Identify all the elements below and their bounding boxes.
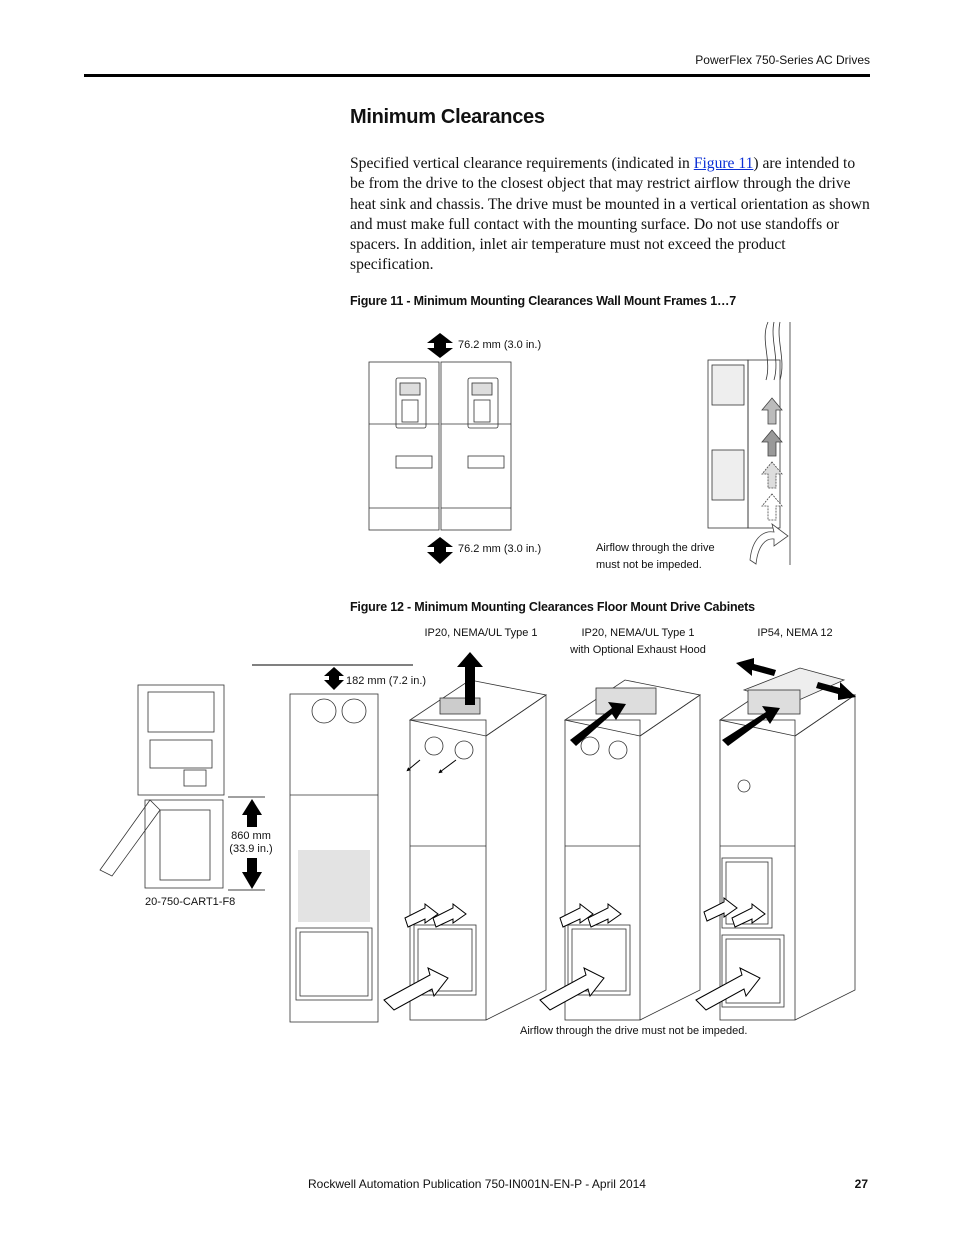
cabinet-ip54 <box>720 668 855 1020</box>
footer-publication: Rockwell Automation Publication 750-IN001N-EN-P - April 2014 <box>308 1177 646 1191</box>
cart-height-line2: (33.9 in.) <box>229 843 273 855</box>
ip54-airflow-arrows <box>696 898 765 1010</box>
figure-12-caption: Figure 12 - Minimum Mounting Clearances Floor Mount Drive Cabinets <box>350 600 755 614</box>
airflow-note-line2: must not be impeded. <box>596 559 702 571</box>
cart-drawing <box>100 685 224 888</box>
top-clearance-label: 76.2 mm (3.0 in.) <box>458 339 542 351</box>
page-number: 27 <box>854 1177 868 1191</box>
cart-height-line1: 860 mm <box>231 830 271 842</box>
cart-part-number: 20-750-CART1-F8 <box>145 896 236 908</box>
type1-airflow-arrows <box>384 760 466 1010</box>
airflow-note-line1: Airflow through the drive <box>596 542 715 554</box>
type1-exhaust-arrow <box>457 652 483 705</box>
bottom-clearance-label: 76.2 mm (3.0 in.) <box>458 543 542 555</box>
figure-12-airflow-note: Airflow through the drive must not be impeded. <box>520 1025 748 1037</box>
label-hood-line2: with Optional Exhaust Hood <box>570 644 706 656</box>
hood-airflow-arrows <box>540 904 621 1010</box>
cabinet-top-clearance-arrow <box>324 667 344 690</box>
figure-11-link[interactable]: Figure 11 <box>693 155 754 172</box>
label-type1: IP20, NEMA/UL Type 1 <box>424 627 538 639</box>
label-ip54: IP54, NEMA 12 <box>757 627 833 639</box>
running-header: PowerFlex 750-Series AC Drives <box>695 53 870 67</box>
cabinet-top-clearance-label: 182 mm (7.2 in.) <box>346 675 427 687</box>
label-hood-line1: IP20, NEMA/UL Type 1 <box>581 627 695 639</box>
paragraph-text-start: Specified vertical clearance requirements (indicated in <box>350 155 694 172</box>
section-title: Minimum Clearances <box>350 106 545 128</box>
paragraph-text-end: ) are intended to be from the drive to the closest object that may restrict airflow through the drive heat sink and chassis. The drive must be mounted in a vertical orientation as shown and must make full contact with the mounting surface. Do not use standoffs or spacers. In addition, inlet air temperature must not exceed the product specification. <box>350 155 870 274</box>
front-cabinet <box>290 694 378 1022</box>
figure-11-caption: Figure 11 - Minimum Mounting Clearances Wall Mount Frames 1…7 <box>350 294 737 308</box>
